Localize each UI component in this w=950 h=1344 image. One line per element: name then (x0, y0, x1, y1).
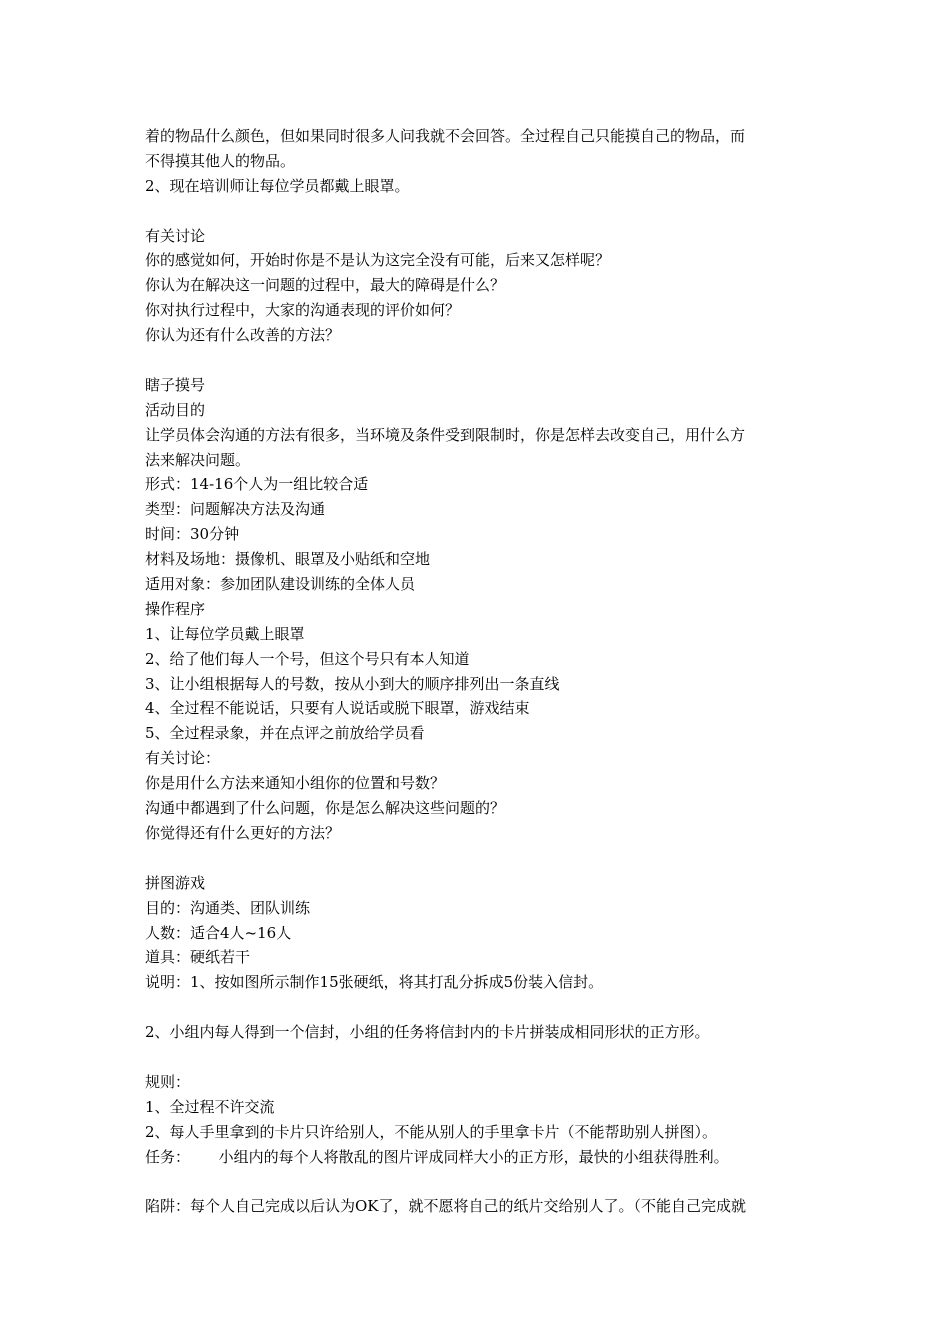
text-line: 人数：适合4人~16人 (145, 923, 292, 942)
blank-line (145, 995, 815, 1020)
text-line: 2、小组内每人得到一个信封，小组的任务将信封内的卡片拼装成相同形状的正方形。 (145, 1023, 710, 1042)
text-line: 让学员体会沟通的方法有很多，当环境及条件受到限制时，你是怎样去改变自己，用什么方 (145, 425, 746, 444)
text-line: 你认为在解决这一问题的过程中，最大的障碍是什么？ (145, 276, 506, 295)
text-line: 规则： (145, 1072, 191, 1091)
text-line: 2、给了他们每人一个号，但这个号只有本人知道 (145, 649, 470, 668)
text-line: 4、全过程不能说话，只要有人说话或脱下眼罩，游戏结束 (145, 699, 530, 718)
text-line: 着的物品什么颜色，但如果同时很多人问我就不会回答。全过程自己只能摸自己的物品，而 (145, 127, 746, 145)
text-line: 时间：30分钟 (145, 525, 240, 544)
text-line: 有关讨论： (145, 749, 221, 768)
text-line: 有关讨论 (145, 226, 206, 245)
text-line: 5、全过程录象，并在点评之前放给学员看 (145, 724, 425, 743)
text-line: 拼图游戏 (145, 873, 206, 892)
text-line: 3、让小组根据每人的号数，按从小到大的顺序排列出一条直线 (145, 674, 560, 693)
text-line: 1、让每位学员戴上眼罩 (145, 624, 305, 643)
text-line: 你认为还有什么改善的方法？ (145, 326, 341, 345)
text-line: 瞎子摸号 (145, 375, 206, 394)
text-line: 沟通中都遇到了什么问题，你是怎么解决这些问题的？ (145, 799, 506, 818)
text-line: 材料及场地：摄像机、眼罩及小贴纸和空地 (145, 550, 431, 569)
blank-line (145, 1045, 815, 1070)
blank-line (145, 348, 815, 373)
blank-line (145, 1169, 815, 1194)
text-line: 你对执行过程中，大家的沟通表现的评价如何？ (145, 301, 461, 320)
text-line: 不得摸其他人的物品。 (145, 151, 296, 170)
text-line: 你觉得还有什么更好的方法？ (145, 823, 341, 842)
blank-line (145, 199, 815, 224)
text-line: 形式：14-16个人为一组比较合适 (145, 475, 369, 494)
document-page (145, 124, 815, 1219)
text-line: 2、现在培训师让每位学员都戴上眼罩。 (145, 176, 410, 195)
text-line: 道具：硬纸若干 (145, 948, 251, 967)
text-line: 说明：1、按如图所示制作15张硬纸，将其打乱分拆成5份装入信封。 (145, 973, 604, 992)
text-line: 任务： 小组内的每个人将散乱的图片评成同样大小的正方形，最快的小组获得胜利。 (145, 1147, 729, 1166)
blank-line (145, 846, 815, 871)
text-line: 法来解决问题。 (145, 450, 251, 469)
text-line: 类型：问题解决方法及沟通 (145, 500, 326, 519)
text-line: 1、全过程不许交流 (145, 1097, 275, 1116)
text-line: 目的：沟通类、团队训练 (145, 898, 311, 917)
text-line: 活动目的 (145, 400, 206, 419)
text-line: 你的感觉如何，开始时你是不是认为这完全没有可能，后来又怎样呢？ (145, 251, 611, 270)
text-line: 2、每人手里拿到的卡片只许给别人，不能从别人的手里拿卡片（不能帮助别人拼图）。 (145, 1122, 718, 1141)
text-line: 你是用什么方法来通知小组你的位置和号数？ (145, 774, 446, 793)
text-line: 操作程序 (145, 599, 206, 618)
text-line: 适用对象：参加团队建设训练的全体人员 (145, 575, 416, 594)
text-line: 陷阱：每个人自己完成以后认为OK了，就不愿将自己的纸片交给别人了。（不能自己完成就 (145, 1197, 747, 1216)
